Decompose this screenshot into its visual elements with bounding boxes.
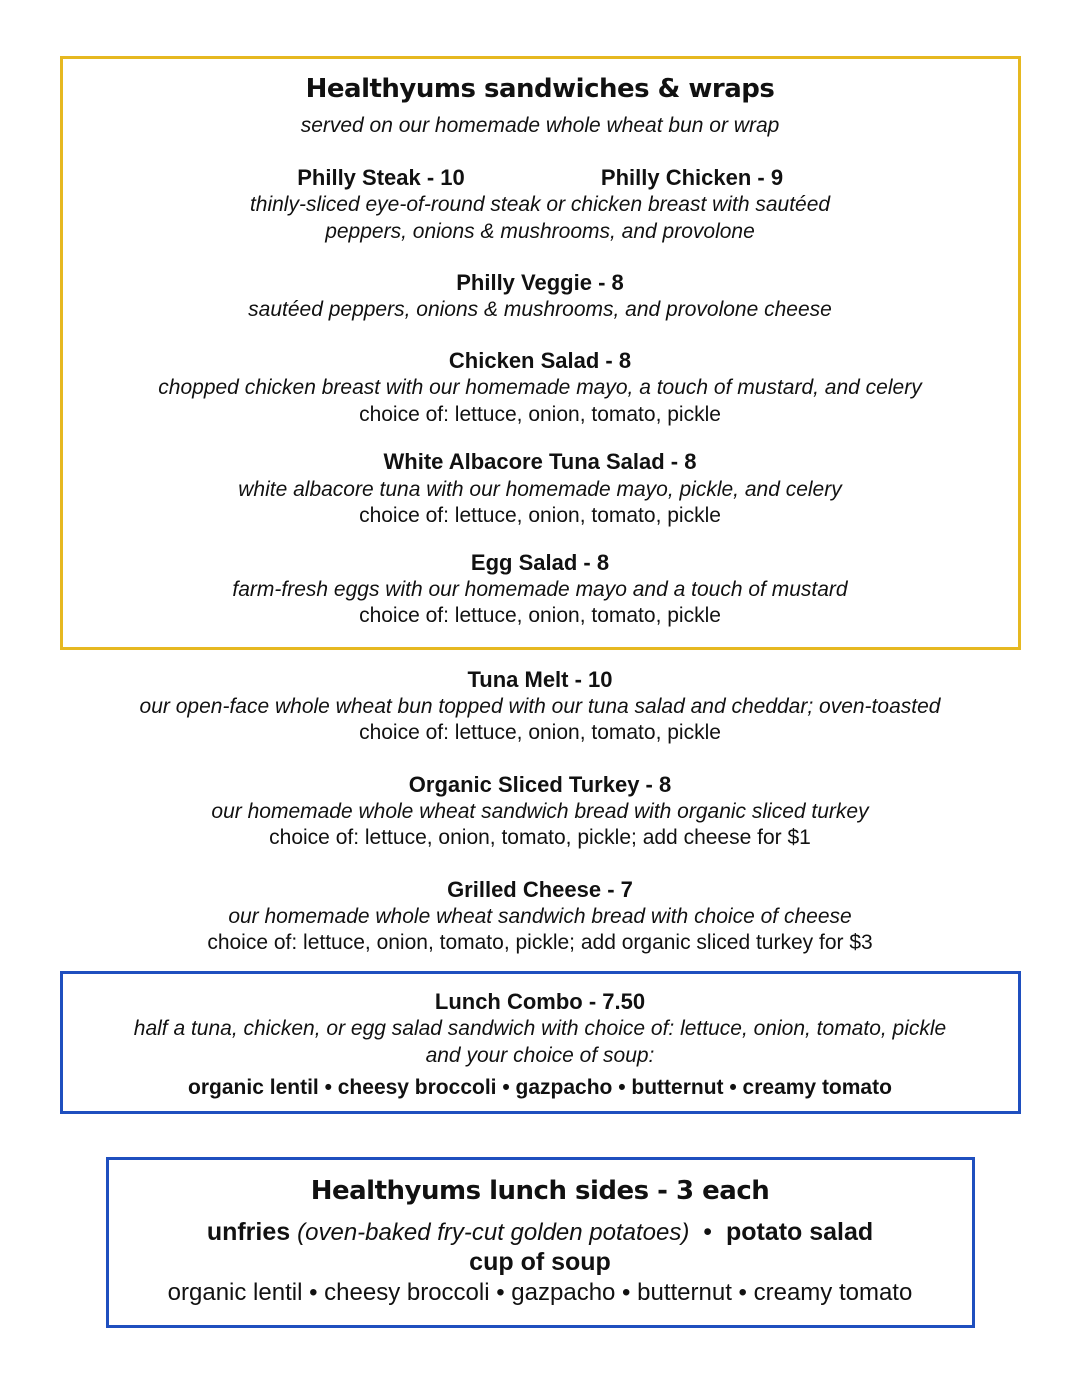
side-cup-of-soup: cup of soup: [469, 1248, 611, 1276]
egg-salad-description: farm-fresh eggs with our homemade mayo and a touch of mustard: [232, 578, 848, 601]
item-lunch-combo: Lunch Combo - 7.50: [434, 989, 646, 1014]
item-philly-veggie: Philly Veggie - 8: [456, 270, 624, 295]
sides-title: Healthyums lunch sides - 3 each: [310, 1176, 770, 1206]
item-tuna-salad: White Albacore Tuna Salad - 8: [383, 449, 697, 474]
sandwiches-subtitle: served on our homemade whole wheat bun or wrap: [300, 114, 780, 137]
item-tuna-melt: Tuna Melt - 10: [467, 667, 613, 692]
sides-row: [0, 1219, 1080, 1247]
chicken-salad-options: choice of: lettuce, onion, tomato, pickle: [359, 403, 721, 426]
lunch-combo-soup-list: organic lentil • cheesy broccoli • gazpacho • butternut • creamy tomato: [188, 1076, 892, 1099]
philly-description-line-1: thinly-sliced eye-of-round steak or chicken breast with sautéed: [249, 193, 831, 216]
item-philly-steak: Philly Steak - 10: [297, 165, 465, 190]
tuna-melt-description: our open-face whole wheat bun topped with our tuna salad and cheddar; oven-toasted: [139, 695, 941, 718]
sandwiches-title: Healthyums sandwiches & wraps: [305, 74, 775, 104]
organic-turkey-options: choice of: lettuce, onion, tomato, pickle; add cheese for $1: [269, 826, 811, 849]
side-unfries: unfries: [206, 1218, 291, 1246]
item-philly-chicken: Philly Chicken - 9: [600, 165, 784, 190]
grilled-cheese-options: choice of: lettuce, onion, tomato, pickle; add organic sliced turkey for $3: [207, 931, 873, 954]
grilled-cheese-description: our homemade whole wheat sandwich bread with choice of cheese: [228, 905, 852, 928]
lunch-combo-description-line-1: half a tuna, chicken, or egg salad sandwich with choice of: lettuce, onion, tomato, pickle: [133, 1017, 947, 1040]
philly-description-line-2: peppers, onions & mushrooms, and provolone: [325, 220, 755, 243]
lunch-combo-description-line-2: and your choice of soup:: [425, 1044, 655, 1067]
tuna-melt-options: choice of: lettuce, onion, tomato, pickle: [359, 721, 721, 744]
item-egg-salad: Egg Salad - 8: [470, 550, 610, 575]
tuna-salad-description: white albacore tuna with our homemade mayo, pickle, and celery: [238, 478, 842, 501]
organic-turkey-description: our homemade whole wheat sandwich bread with organic sliced turkey: [211, 800, 869, 823]
bullet-separator: •: [703, 1218, 713, 1246]
item-organic-turkey: Organic Sliced Turkey - 8: [408, 772, 672, 797]
side-unfries-description: (oven-baked fry-cut golden potatoes): [297, 1219, 690, 1246]
philly-veggie-description: sautéed peppers, onions & mushrooms, and provolone cheese: [248, 298, 832, 321]
chicken-salad-description: chopped chicken breast with our homemade mayo, a touch of mustard, and celery: [158, 376, 922, 399]
egg-salad-options: choice of: lettuce, onion, tomato, pickle: [359, 604, 721, 627]
item-chicken-salad: Chicken Salad - 8: [448, 348, 632, 373]
tuna-salad-options: choice of: lettuce, onion, tomato, pickle: [359, 504, 721, 527]
item-grilled-cheese: Grilled Cheese - 7: [447, 877, 633, 902]
sides-soup-list: organic lentil • cheesy broccoli • gazpacho • butternut • creamy tomato: [167, 1279, 913, 1306]
side-potato-salad: potato salad: [725, 1218, 874, 1246]
